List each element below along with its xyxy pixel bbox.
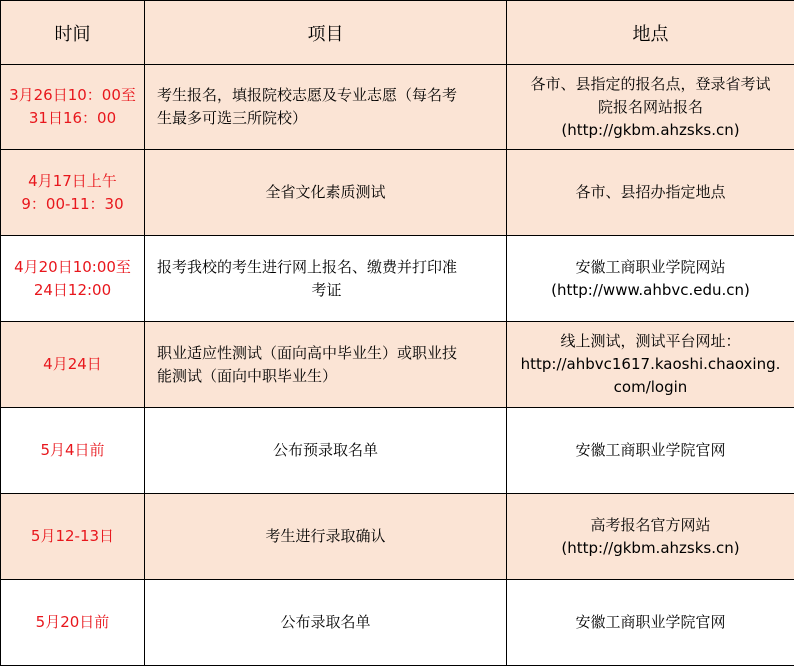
- place-cell: [507, 65, 794, 150]
- item-line: 生最多可选三所院校）: [157, 107, 496, 130]
- time-cell: [1, 65, 145, 150]
- time-cell: [1, 408, 145, 494]
- time-line: 4月20日10:00至: [7, 256, 138, 279]
- place-line: (http://gkbm.ahzsks.cn): [513, 119, 788, 142]
- place-line: 各市、县指定的报名点，登录省考试: [513, 73, 788, 96]
- place-cell: [507, 322, 794, 408]
- table-row: [1, 494, 794, 580]
- table-row: [1, 236, 794, 322]
- table-row: [1, 150, 794, 236]
- time-line: 5月12-13日: [7, 525, 138, 548]
- time-line: 24日12:00: [7, 279, 138, 302]
- header-place: 地点: [507, 1, 794, 65]
- place-line: 各市、县招办指定地点: [513, 181, 788, 204]
- time-cell: [1, 236, 145, 322]
- place-line: (http://www.ahbvc.edu.cn): [513, 279, 788, 302]
- header-time: 时间: [1, 1, 145, 65]
- time-cell: [1, 494, 145, 580]
- time-cell: [1, 322, 145, 408]
- item-line: 报考我校的考生进行网上报名、缴费并打印准: [157, 256, 496, 279]
- time-line: 3月26日10：00至: [7, 84, 138, 107]
- table-row: [1, 408, 794, 494]
- place-line: com/login: [513, 376, 788, 399]
- place-line: http://ahbvc1617.kaoshi.chaoxing.: [513, 353, 788, 376]
- time-line: 31日16：00: [7, 107, 138, 130]
- place-cell: [507, 236, 794, 322]
- table-body: [1, 65, 794, 666]
- time-line: 5月4日前: [7, 439, 138, 462]
- table-header: [1, 1, 794, 65]
- item-line: 考生进行录取确认: [151, 525, 500, 548]
- place-cell: [507, 408, 794, 494]
- item-line: 职业适应性测试（面向高中毕业生）或职业技: [157, 342, 496, 365]
- place-line: 安徽工商职业学院网站: [513, 256, 788, 279]
- item-cell: [145, 236, 507, 322]
- table-row: [1, 322, 794, 408]
- table-row: [1, 580, 794, 666]
- item-line: 全省文化素质测试: [151, 181, 500, 204]
- time-cell: [1, 580, 145, 666]
- header-item: 项目: [145, 1, 507, 65]
- item-line: 公布预录取名单: [151, 439, 500, 462]
- time-line: 5月20日前: [7, 611, 138, 634]
- table-row: [1, 65, 794, 150]
- item-cell: [145, 322, 507, 408]
- item-line: 能测试（面向中职毕业生）: [157, 365, 496, 388]
- time-line: 4月24日: [7, 353, 138, 376]
- place-line: 高考报名官方网站: [513, 514, 788, 537]
- item-line: 考生报名，填报院校志愿及专业志愿（每名考: [157, 84, 496, 107]
- item-line: 公布录取名单: [151, 611, 500, 634]
- item-cell: [145, 65, 507, 150]
- time-cell: [1, 150, 145, 236]
- place-cell: [507, 494, 794, 580]
- place-line: 安徽工商职业学院官网: [513, 439, 788, 462]
- item-cell: [145, 494, 507, 580]
- place-line: 线上测试，测试平台网址：: [513, 330, 788, 353]
- place-line: (http://gkbm.ahzsks.cn): [513, 537, 788, 560]
- time-line: 9：00-11：30: [7, 193, 138, 216]
- place-cell: [507, 580, 794, 666]
- place-cell: [507, 150, 794, 236]
- place-line: 院报名网站报名: [513, 96, 788, 119]
- item-cell: [145, 150, 507, 236]
- item-cell: [145, 580, 507, 666]
- place-line: 安徽工商职业学院官网: [513, 611, 788, 634]
- time-line: 4月17日上午: [7, 170, 138, 193]
- item-line: 考证: [157, 279, 496, 302]
- item-cell: [145, 408, 507, 494]
